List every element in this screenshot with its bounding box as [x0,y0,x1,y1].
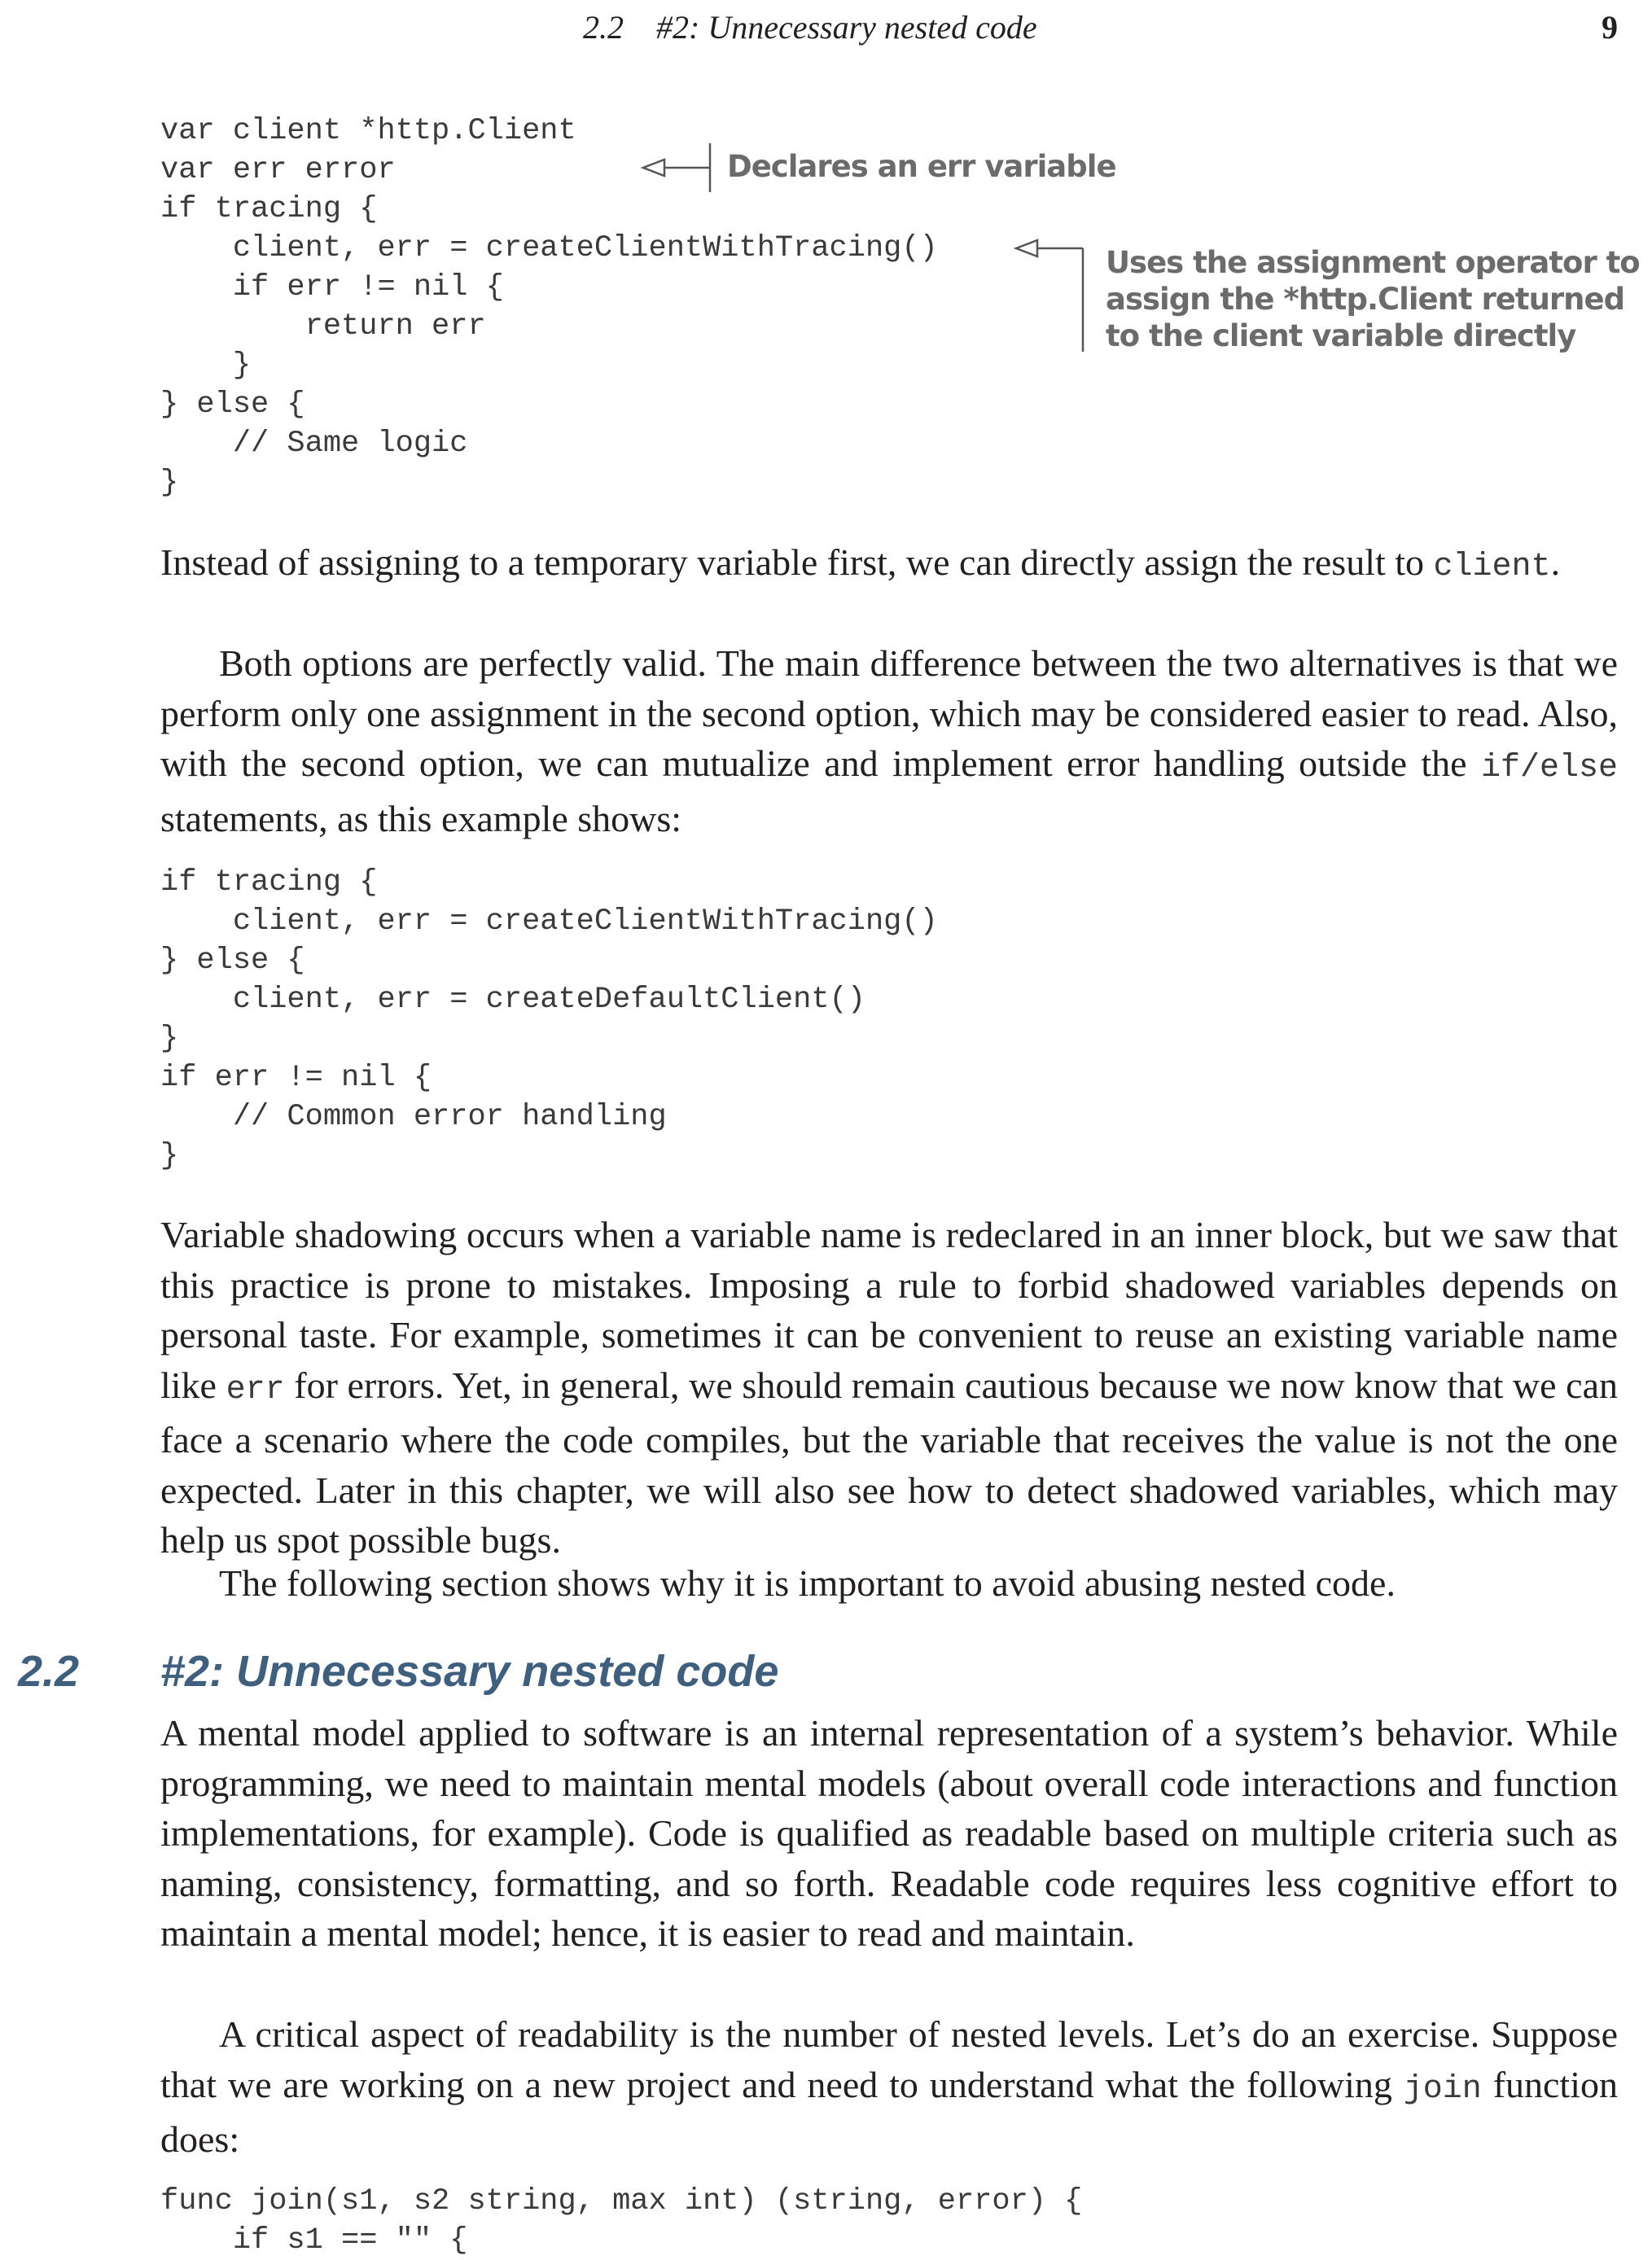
annotation-line: to the client variable directly [1106,318,1576,353]
callout-arrowhead [1016,240,1037,256]
callout-assignment [1016,240,1083,352]
code-block-2 [160,863,938,1176]
running-head-title: 2.2 #2: Unnecessary nested code [583,9,1037,46]
paragraph-text: for errors. Yet, in general, we should remain cautious because we now know that we can face a scenario where the code compiles, but the variable that receives the value is not the one expected. Later in this chapter, we will also see how to detect shadowed variables, which may help us spot possible bugs. [160,1364,1618,1561]
annotation-line: assign the *http.Client returned [1106,282,1625,317]
paragraph-text: . [1550,541,1561,583]
code-line: } [160,466,179,500]
code-line: if err != nil { [160,270,504,304]
paragraph-2 [160,638,1618,843]
code-line: func join(s1, s2 string, max int) (string, error) { [160,2184,1083,2218]
code-block-3 [160,2182,1082,2260]
paragraph-6 [160,2009,1618,2165]
page-number: 9 [1602,9,1618,46]
paragraph-text: Both options are perfectly valid. The main difference between the two alternatives is that we perform only one assignment in the second option, which may be considered easier to read. Also, with the second option, we can mutualize and implement error handling outside the [160,642,1618,784]
paragraph-text: Variable shadowing occurs when a variable name is redeclared in an inner block, but we saw that this practice is prone to mistakes. Imposing a rule to forbid shadowed variables depends on personal taste. For example, sometimes it can be convenient to reuse an existing variable name like [160,1214,1618,1406]
code-line: if s1 == "" { [160,2223,468,2258]
annotation-declares-err: Declares an err variable [727,149,1116,184]
code-line: } [160,1139,179,1173]
section-title: #2: Unnecessary nested code [160,1647,779,1696]
paragraph-text: Instead of assigning to a temporary variable first, we can directly assign the result to [160,541,1434,583]
code-line: client, err = createClientWithTracing() [160,904,938,939]
code-line: } [160,1022,179,1056]
running-head [0,8,1652,57]
paragraph-text: function does: [160,2063,1618,2160]
inline-code: if/else [1480,750,1618,786]
code-line: var client *http.Client [160,114,576,148]
code-line: client, err = createDefaultClient() [160,983,865,1017]
annotation-assignment [1106,244,1640,354]
annotation-line: Uses the assignment operator to [1106,245,1640,280]
code-line: } [160,348,252,383]
inline-code: join [1403,2070,1482,2108]
paragraph-4: The following section shows why it is important to avoid abusing nested code. [219,1562,1396,1604]
code-line: // Common error handling [160,1100,667,1134]
code-line: } else { [160,944,305,978]
code-line: return err [160,309,486,344]
code-line: if tracing { [160,865,378,900]
inline-code: client [1433,549,1551,585]
code-line: } else { [160,388,305,422]
code-line: // Same logic [160,427,468,461]
paragraph-5: A mental model applied to software is an internal representation of a system’s behavior. While programming, we need to maintain mental models (about overall code interactions and function implementations, for example). Code is qualified as readable based on multiple criteria such as naming, consistency, formatting, and so forth. Readable code requires less cognitive effort to maintain a mental model; hence, it is easier to read and maintain. [160,1712,1618,1954]
code-line: if err != nil { [160,1061,432,1095]
code-line: client, err = createClientWithTracing() [160,231,938,265]
code-line: if tracing { [160,192,378,226]
paragraph-text: A critical aspect of readability is the number of nested levels. Let’s do an exercise. Suppose that we are working on a new project and need to understand what the following [160,2013,1618,2105]
section-number: 2.2 [18,1647,80,1696]
inline-code: err [226,1371,285,1408]
code-line: var err error [160,153,396,187]
paragraph-1 [160,537,1618,593]
paragraph-3 [160,1210,1618,1566]
paragraph-text: statements, as this example shows: [160,797,682,839]
